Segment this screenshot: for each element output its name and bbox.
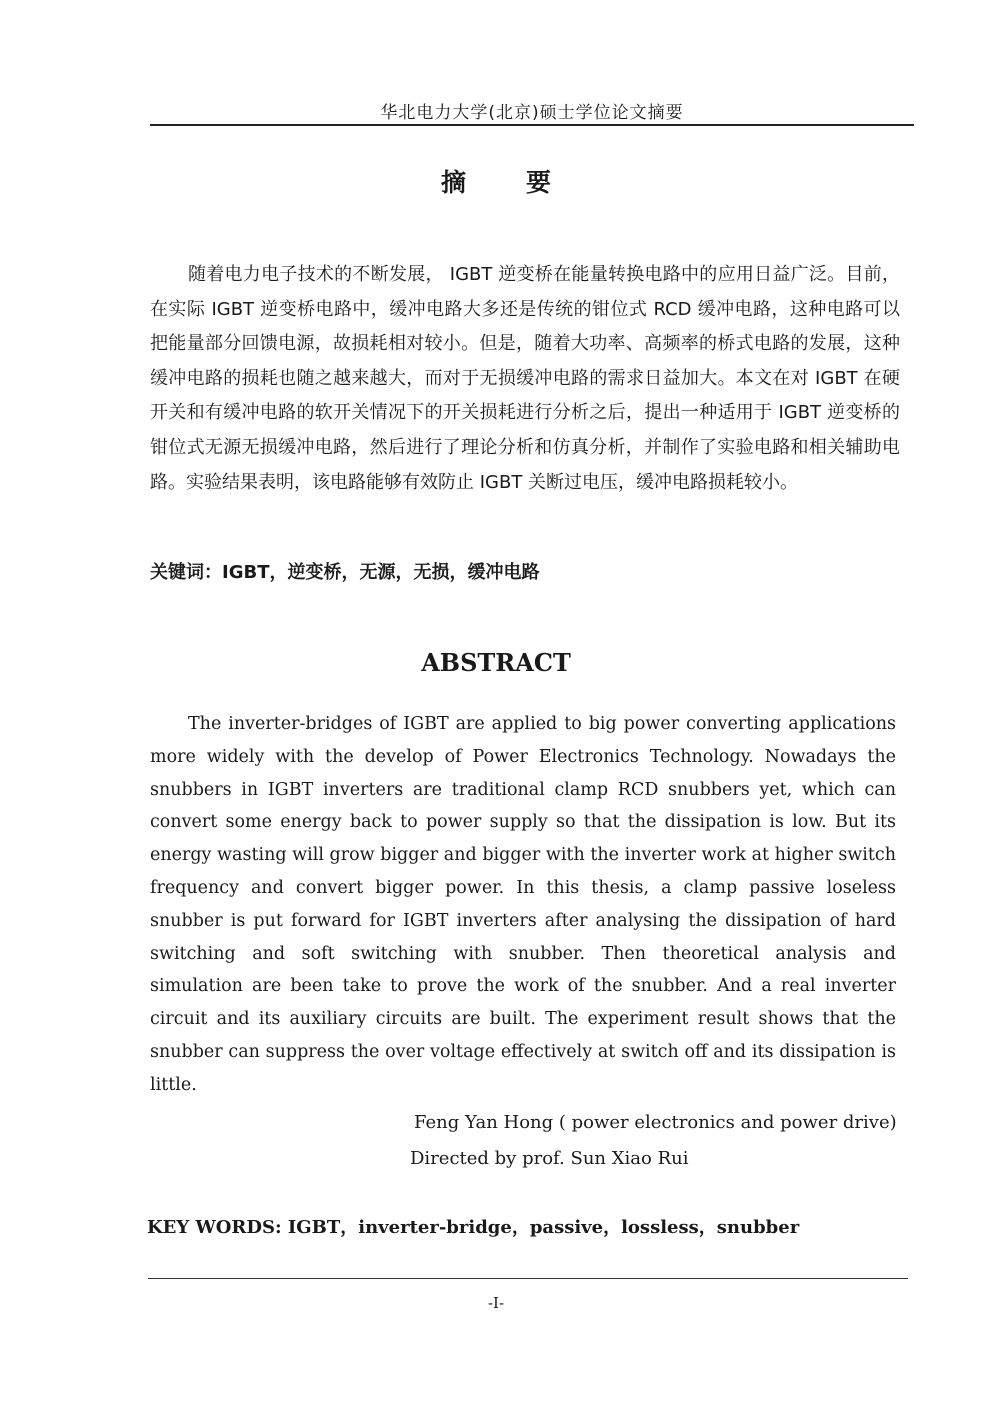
running-header: 华北电力大学(北京)硕士学位论文摘要 <box>380 103 684 123</box>
chinese-abstract-title: 摘要 <box>440 168 611 197</box>
chinese-abstract-body: 随着电力电子技术的不断发展， IGBT 逆变桥在能量转换电路中的应用日益广泛。目前，在实际 IGBT 逆变桥电路中，缓冲电路大多还是传统的钳位式 RCD 缓冲电路，这种电路可以把能量部分回馈电源，故损耗相对较小。但是，随着大功率、高频率的桥式电路的发展，这种缓冲电路的损耗也随之越来越大，而对于无损缓冲电路的需求日益加大。本文在对 IGBT 在硬开关和有缓冲电路的软开关情况下的开关损耗进行分析之后，提出一种适用于 IGBT 逆变桥的钳位式无源无损缓冲电路，然后进行了理论分析和仿真分析，并制作了实验电路和相关辅助电路。实验结果表明，该电路能够有效防止 IGBT 关断过电压，缓冲电路损耗较小。 <box>150 264 900 493</box>
english-keywords: KEY WORDS: IGBT，inverter-bridge，passive，lossless，snubber <box>147 1217 800 1238</box>
advisor-line: Directed by prof. Sun Xiao Rui <box>410 1148 689 1169</box>
english-abstract-title: ABSTRACT <box>421 648 571 677</box>
page-number: -I- <box>487 1294 505 1312</box>
chinese-keywords: 关键词：IGBT，逆变桥，无源，无损，缓冲电路 <box>150 562 540 583</box>
footer-rule <box>148 1278 908 1279</box>
english-abstract-body: The inverter-bridges of IGBT are applied to big power converting applications more widely with the develop of Power Electronics Technology. Nowadays the snubbers in IGBT inverters are traditional clamp RCD snubbers yet, which can convert some energy back to power supply so that the dissipation is low. But its energy wasting will grow bigger and bigger with the inverter work at higher switch frequency and convert bigger power. In this thesis, a clamp passive loseless snubber is put forward for IGBT inverters after analysing the dissipation of hard switching and soft switching with snubber. Then theoretical analysis and simulation are been take to prove the work of the snubber. And a real inverter circuit and its auxiliary circuits are built. The experiment result shows that the snubber can suppress the over voltage effectively at switch off and its dissipation is little. <box>150 714 896 1095</box>
header-rule <box>150 124 914 126</box>
author-line: Feng Yan Hong ( power electronics and power drive) <box>414 1112 897 1133</box>
